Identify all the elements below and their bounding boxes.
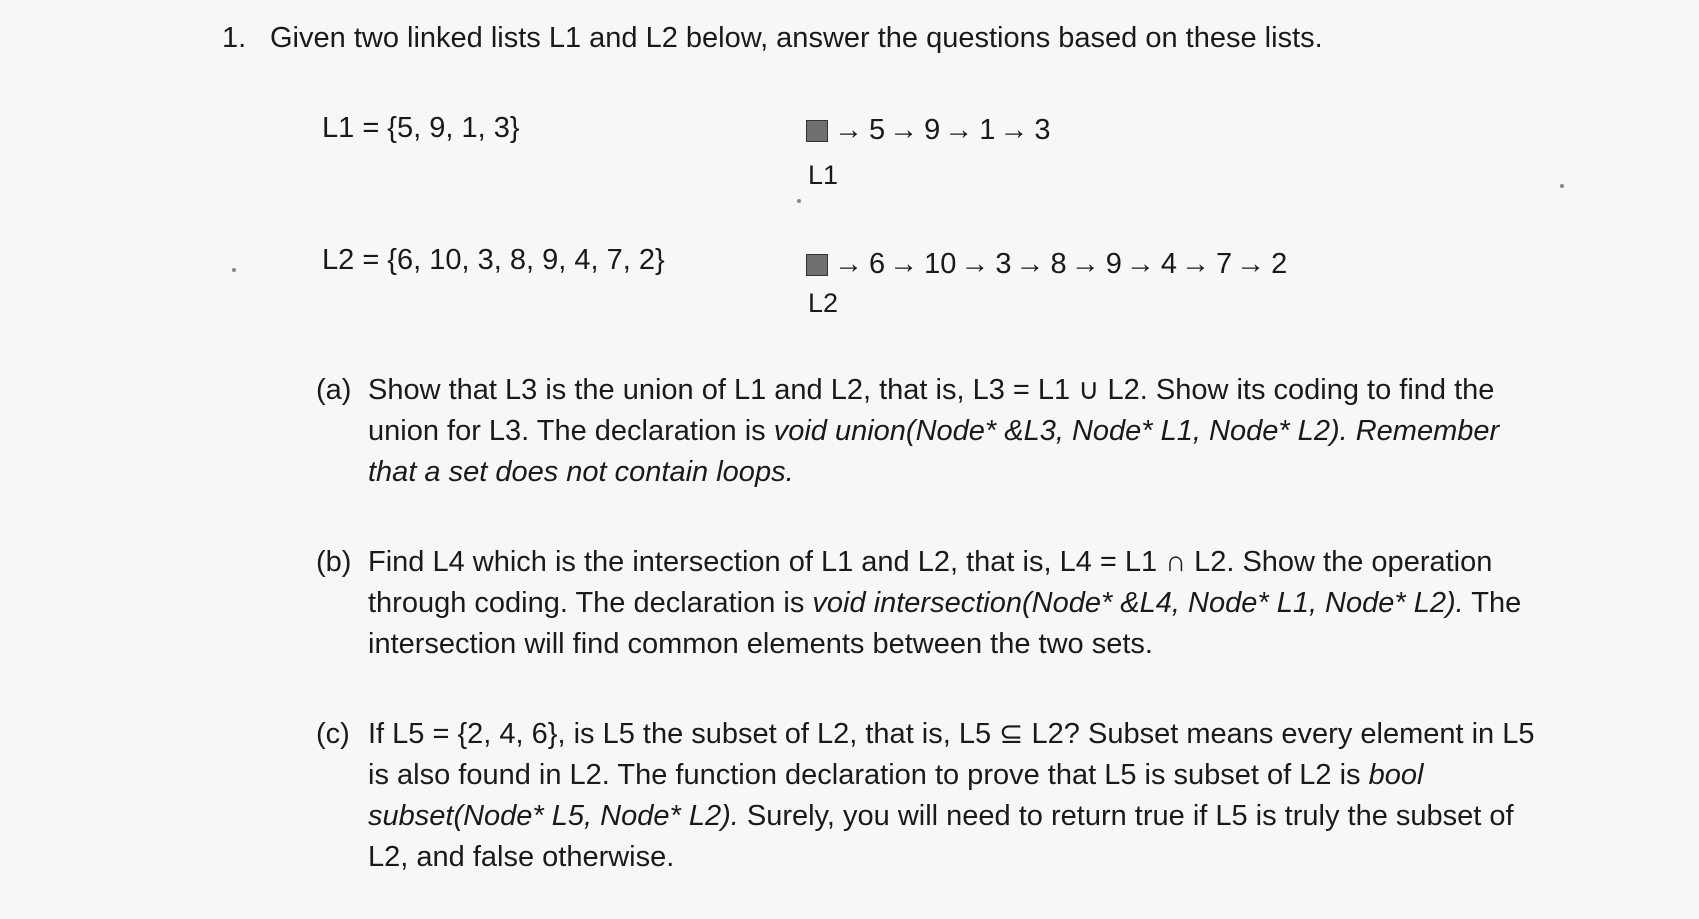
list-label-l1: L1 (808, 160, 839, 190)
arrow-icon: → (889, 114, 919, 146)
list-node-value: 1 (979, 114, 996, 146)
part-tag: (c) (316, 718, 350, 750)
linked-list-l1 (806, 114, 1051, 147)
question-number: 1. (222, 22, 247, 54)
set-definition-l2: L2 = {6, 10, 3, 8, 9, 4, 7, 2} (322, 244, 665, 276)
question-header (222, 22, 1323, 55)
list-node-value: 6 (869, 248, 886, 280)
arrow-icon: → (999, 114, 1029, 146)
arrow-icon: → (1015, 248, 1045, 280)
function-declaration: bool subset(Node* L5, Node* L2). (368, 759, 1424, 832)
list-node-value: 10 (924, 248, 957, 280)
list-node-value: 9 (1105, 248, 1122, 280)
arrow-icon: → (889, 248, 919, 280)
head-node-icon (806, 254, 828, 276)
list-node-value: 3 (995, 248, 1012, 280)
arrow-icon: → (1125, 248, 1155, 280)
set-definition-l1: L1 = {5, 9, 1, 3} (322, 112, 520, 144)
question-text: Given two linked lists L1 and L2 below, answer the questions based on these lists. (270, 22, 1323, 54)
list-node-value: 7 (1215, 248, 1233, 280)
list-node-value: 8 (1050, 248, 1067, 280)
part-body: Find L4 which is the intersection of L1 and L2, that is, L4 = L1 ∩ L2. Show the operation through coding. The declaration is void intersection(Node* &L4, Node* L1, Node* L2). The intersection will find common elements between the two sets. (368, 546, 1522, 660)
part-body: If L5 = {2, 4, 6}, is L5 the subset of L2, that is, L5 ⊆ L2? Subset means every element in L5 is also found in L2. The function declaration to prove that L5 is subset of L2 is bool subset(Node* L5, Node* L2). Surely, you will need to return true if L5 is truly the subset of L2, and false otherwise. (368, 718, 1535, 873)
list-node-value: 4 (1160, 248, 1177, 280)
arrow-icon: → (1236, 248, 1266, 280)
part-tag: (a) (316, 374, 352, 406)
arrow-icon: → (834, 114, 863, 146)
part-b (316, 542, 1546, 665)
head-node-icon (806, 120, 828, 142)
arrow-icon: → (1180, 248, 1210, 280)
speck-mark (797, 199, 801, 203)
part-c (316, 714, 1546, 878)
arrow-icon: → (960, 248, 990, 280)
list-label-l2: L2 (808, 288, 839, 318)
arrow-icon: → (1070, 248, 1100, 280)
list-node-value: 5 (869, 114, 886, 146)
list-node-value: 9 (924, 114, 941, 146)
note-text: Remember that a set does not contain loops. (368, 415, 1500, 488)
speck-mark (232, 268, 236, 272)
part-a (316, 370, 1546, 493)
part-tag: (b) (316, 546, 352, 578)
function-declaration: void intersection(Node* &L4, Node* L1, Node* L2). (812, 587, 1464, 619)
arrow-icon: → (944, 114, 974, 146)
part-body: Show that L3 is the union of L1 and L2, that is, L3 = L1 ∪ L2. Show its coding to find the union for L3. The declaration is void union(Node* &L3, Node* L1, Node* L2). Remember that a set does not contain loops. (368, 374, 1500, 488)
list-node-value: 2 (1271, 248, 1288, 280)
arrow-icon: → (834, 248, 863, 280)
speck-mark (1560, 184, 1564, 188)
function-declaration: void union(Node* &L3, Node* L1, Node* L2). (773, 415, 1348, 447)
list-node-value: 3 (1034, 114, 1051, 146)
linked-list-l2 (806, 248, 1287, 281)
